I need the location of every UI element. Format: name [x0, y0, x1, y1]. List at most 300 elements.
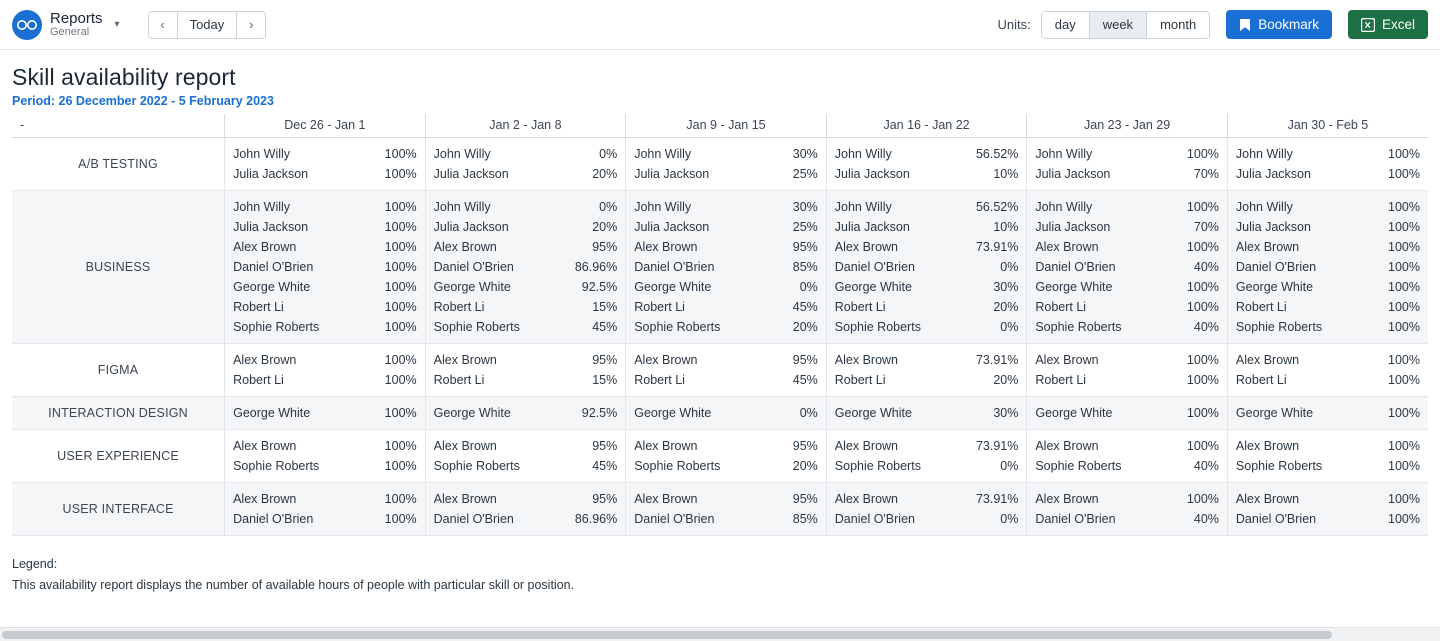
person-name: Julia Jackson — [233, 220, 309, 234]
person-availability-row — [1236, 197, 1420, 217]
person-name: Alex Brown — [834, 353, 899, 367]
person-availability-row — [634, 456, 818, 476]
availability-value: 100% — [384, 492, 417, 506]
person-name: Julia Jackson — [634, 167, 710, 181]
week-cell — [1027, 397, 1228, 430]
person-name: Alex Brown — [433, 240, 497, 254]
table-header — [12, 114, 1428, 138]
person-name: George White — [1235, 406, 1314, 420]
availability-value: 40% — [1193, 512, 1219, 526]
unit-day[interactable]: day — [1042, 12, 1089, 38]
person-availability-row — [434, 164, 618, 184]
person-availability-row — [1035, 350, 1219, 370]
person-name: George White — [233, 280, 311, 294]
person-availability-row — [835, 297, 1019, 317]
person-availability-row — [1236, 370, 1420, 390]
table-row — [12, 483, 1428, 536]
person-availability-row — [1236, 257, 1420, 277]
person-availability-row — [1035, 257, 1219, 277]
person-availability-row — [233, 277, 417, 297]
corner-header: - — [12, 114, 225, 138]
availability-value: 95% — [792, 240, 818, 254]
person-availability-row — [233, 164, 417, 184]
availability-value: 100% — [384, 459, 417, 473]
availability-value: 10% — [993, 167, 1019, 181]
person-availability-row — [233, 456, 417, 476]
person-availability-row — [835, 436, 1019, 456]
availability-value: 73.91% — [975, 492, 1019, 506]
person-availability-row — [835, 509, 1019, 529]
week-cell — [826, 138, 1027, 191]
person-availability-row — [1035, 164, 1219, 184]
availability-value: 100% — [1388, 300, 1420, 314]
person-availability-row — [233, 257, 417, 277]
person-availability-row — [1035, 509, 1219, 529]
availability-value: 56.52% — [975, 147, 1019, 161]
availability-value: 95% — [592, 353, 618, 367]
availability-value: 15% — [592, 373, 618, 387]
person-availability-row — [1035, 456, 1219, 476]
person-name: John Willy — [1035, 147, 1093, 161]
person-name: George White — [1035, 280, 1113, 294]
person-name: Alex Brown — [1235, 439, 1300, 453]
week-cell — [626, 430, 827, 483]
person-name: Robert Li — [233, 300, 284, 314]
week-cell — [1227, 344, 1428, 397]
legend-title: Legend: — [12, 557, 58, 571]
person-availability-row — [1236, 509, 1420, 529]
person-availability-row — [835, 164, 1019, 184]
week-cell — [1027, 191, 1228, 344]
person-availability-row — [835, 217, 1019, 237]
person-name: Alex Brown — [1235, 492, 1300, 506]
person-availability-row — [634, 509, 818, 529]
column-header-week-6: Jan 30 - Feb 5 — [1227, 114, 1428, 138]
person-availability-row — [233, 350, 417, 370]
person-name: John Willy — [1235, 200, 1293, 214]
week-cell — [425, 397, 626, 430]
person-availability-row — [1236, 237, 1420, 257]
week-cell — [225, 191, 426, 344]
report-header — [0, 50, 1440, 114]
person-name: Alex Brown — [834, 492, 899, 506]
week-cell — [1227, 138, 1428, 191]
person-availability-row — [835, 370, 1019, 390]
bookmark-icon — [1239, 18, 1251, 32]
availability-value: 95% — [592, 492, 618, 506]
person-name: Daniel O'Brien — [233, 512, 314, 526]
person-availability-row — [1236, 350, 1420, 370]
availability-value: 100% — [384, 512, 417, 526]
person-name: Sophie Roberts — [1035, 320, 1122, 334]
week-cell — [1027, 344, 1228, 397]
table-body — [12, 138, 1428, 536]
availability-value: 100% — [1388, 406, 1420, 420]
person-name: John Willy — [634, 200, 692, 214]
person-availability-row — [634, 164, 818, 184]
person-availability-row — [1236, 144, 1420, 164]
person-name: Alex Brown — [433, 439, 497, 453]
person-availability-row — [434, 403, 618, 423]
week-cell — [425, 344, 626, 397]
person-name: Julia Jackson — [1235, 167, 1311, 181]
availability-value: 45% — [792, 373, 818, 387]
person-availability-row — [1035, 489, 1219, 509]
column-header-week-2: Jan 2 - Jan 8 — [425, 114, 626, 138]
legend-text: This availability report displays the number of available hours of people with particular skill or position. — [12, 578, 575, 593]
person-name: Julia Jackson — [1035, 220, 1111, 234]
column-header-week-5: Jan 23 - Jan 29 — [1027, 114, 1228, 138]
person-name: John Willy — [634, 147, 692, 161]
availability-value: 100% — [1388, 353, 1420, 367]
unit-month[interactable]: month — [1146, 12, 1209, 38]
availability-value: 20% — [592, 167, 618, 181]
availability-value: 30% — [792, 200, 818, 214]
person-availability-row — [1035, 297, 1219, 317]
horizontal-scrollbar[interactable] — [0, 627, 1440, 641]
availability-value: 100% — [1388, 167, 1420, 181]
week-cell — [425, 138, 626, 191]
person-availability-row — [233, 489, 417, 509]
availability-value: 30% — [993, 406, 1019, 420]
person-name: Alex Brown — [634, 353, 698, 367]
person-availability-row — [434, 144, 618, 164]
availability-value: 100% — [1186, 406, 1219, 420]
person-name: Alex Brown — [1035, 240, 1099, 254]
availability-value: 100% — [1388, 220, 1420, 234]
person-name: Alex Brown — [834, 240, 899, 254]
availability-value: 56.52% — [975, 200, 1019, 214]
person-availability-row — [233, 403, 417, 423]
person-availability-row — [634, 489, 818, 509]
availability-value: 86.96% — [574, 512, 618, 526]
person-availability-row — [233, 237, 417, 257]
table-row — [12, 397, 1428, 430]
week-cell — [225, 397, 426, 430]
person-availability-row — [835, 257, 1019, 277]
person-availability-row — [434, 436, 618, 456]
person-name: Alex Brown — [1035, 439, 1099, 453]
availability-value: 0% — [599, 147, 618, 161]
excel-icon — [1361, 18, 1375, 32]
availability-value: 100% — [1186, 353, 1219, 367]
availability-value: 100% — [384, 240, 417, 254]
person-availability-row — [434, 350, 618, 370]
skill-label: A/B TESTING — [12, 138, 225, 191]
person-name: Robert Li — [1235, 300, 1287, 314]
availability-value: 100% — [1388, 492, 1420, 506]
person-name: Robert Li — [233, 373, 284, 387]
table-row — [12, 344, 1428, 397]
week-cell — [626, 344, 827, 397]
availability-value: 0% — [1000, 459, 1019, 473]
person-availability-row — [634, 403, 818, 423]
person-availability-row — [434, 317, 618, 337]
person-availability-row — [233, 297, 417, 317]
person-availability-row — [835, 456, 1019, 476]
availability-value: 100% — [1388, 280, 1420, 294]
person-availability-row — [1035, 436, 1219, 456]
availability-value: 100% — [1186, 300, 1219, 314]
availability-value: 100% — [384, 280, 417, 294]
availability-value: 85% — [792, 512, 818, 526]
availability-value: 100% — [1388, 459, 1420, 473]
today-button[interactable]: Today — [177, 12, 238, 38]
excel-export-button[interactable] — [1348, 10, 1428, 39]
person-name: Julia Jackson — [834, 167, 910, 181]
person-availability-row — [1035, 370, 1219, 390]
person-name: Alex Brown — [1035, 353, 1099, 367]
availability-value: 0% — [799, 280, 818, 294]
person-name: John Willy — [233, 200, 291, 214]
person-name: Sophie Roberts — [834, 459, 921, 473]
table-row — [12, 191, 1428, 344]
app-brand[interactable] — [12, 10, 130, 40]
skill-label: FIGMA — [12, 344, 225, 397]
availability-value: 45% — [592, 459, 618, 473]
week-cell — [1227, 483, 1428, 536]
person-availability-row — [434, 370, 618, 390]
person-availability-row — [233, 370, 417, 390]
person-availability-row — [1035, 217, 1219, 237]
person-name: Alex Brown — [233, 353, 297, 367]
person-name: Sophie Roberts — [1035, 459, 1122, 473]
person-name: Daniel O'Brien — [433, 260, 514, 274]
person-availability-row — [1035, 403, 1219, 423]
availability-value: 100% — [1388, 439, 1420, 453]
availability-value: 100% — [1186, 200, 1219, 214]
week-cell — [1227, 191, 1428, 344]
availability-value: 100% — [384, 200, 417, 214]
availability-value: 73.91% — [975, 240, 1019, 254]
week-cell — [225, 483, 426, 536]
availability-value: 30% — [993, 280, 1019, 294]
page-title: Skill availability report — [12, 64, 236, 90]
person-availability-row — [1236, 217, 1420, 237]
availability-value: 100% — [1186, 240, 1219, 254]
next-period-button[interactable]: › — [237, 12, 265, 38]
availability-value: 85% — [792, 260, 818, 274]
person-name: Sophie Roberts — [433, 459, 520, 473]
availability-value: 100% — [1388, 240, 1420, 254]
person-name: George White — [433, 280, 511, 294]
person-availability-row — [835, 237, 1019, 257]
date-nav-group — [148, 11, 267, 39]
person-name: John Willy — [433, 147, 491, 161]
person-name: Robert Li — [834, 373, 886, 387]
units-label: Units: — [997, 17, 1031, 32]
horizontal-scrollbar-thumb[interactable] — [2, 631, 1332, 639]
app-subtitle: General — [50, 25, 90, 38]
week-cell — [225, 138, 426, 191]
person-name: Sophie Roberts — [634, 459, 721, 473]
person-availability-row — [1035, 197, 1219, 217]
availability-value: 100% — [384, 320, 417, 334]
availability-value: 70% — [1193, 220, 1219, 234]
availability-value: 95% — [792, 439, 818, 453]
availability-value: 0% — [799, 406, 818, 420]
person-name: John Willy — [1235, 147, 1293, 161]
person-availability-row — [434, 257, 618, 277]
availability-value: 95% — [592, 240, 618, 254]
person-availability-row — [835, 144, 1019, 164]
availability-value: 45% — [592, 320, 618, 334]
availability-value: 100% — [384, 167, 417, 181]
person-name: Robert Li — [834, 300, 886, 314]
person-name: Robert Li — [1235, 373, 1287, 387]
person-availability-row — [835, 489, 1019, 509]
person-name: Daniel O'Brien — [1235, 512, 1317, 526]
availability-value: 100% — [1388, 373, 1420, 387]
week-cell — [1027, 430, 1228, 483]
person-name: George White — [634, 280, 712, 294]
prev-period-button[interactable]: ‹ — [149, 12, 177, 38]
person-name: Alex Brown — [1235, 240, 1300, 254]
person-availability-row — [434, 197, 618, 217]
person-name: Sophie Roberts — [834, 320, 921, 334]
person-availability-row — [835, 197, 1019, 217]
person-availability-row — [835, 277, 1019, 297]
person-availability-row — [835, 350, 1019, 370]
person-availability-row — [1236, 436, 1420, 456]
person-availability-row — [1236, 456, 1420, 476]
person-availability-row — [434, 237, 618, 257]
table-row — [12, 430, 1428, 483]
skill-label: USER INTERFACE — [12, 483, 225, 536]
availability-value: 92.5% — [581, 406, 618, 420]
person-name: Sophie Roberts — [1235, 320, 1323, 334]
person-availability-row — [1236, 489, 1420, 509]
availability-value: 100% — [384, 220, 417, 234]
person-availability-row — [634, 317, 818, 337]
person-availability-row — [835, 403, 1019, 423]
availability-value: 15% — [592, 300, 618, 314]
person-name: George White — [834, 406, 912, 420]
availability-value: 25% — [792, 167, 818, 181]
person-availability-row — [634, 350, 818, 370]
person-name: John Willy — [233, 147, 291, 161]
person-availability-row — [434, 509, 618, 529]
app-logo-icon — [12, 10, 42, 40]
person-availability-row — [434, 456, 618, 476]
table-row — [12, 138, 1428, 191]
week-cell — [826, 483, 1027, 536]
availability-value: 45% — [792, 300, 818, 314]
availability-value: 73.91% — [975, 353, 1019, 367]
availability-value: 70% — [1193, 167, 1219, 181]
person-name: Robert Li — [634, 373, 685, 387]
week-cell — [1027, 483, 1228, 536]
availability-value: 40% — [1193, 320, 1219, 334]
person-name: Daniel O'Brien — [634, 260, 715, 274]
person-availability-row — [634, 197, 818, 217]
availability-value: 0% — [1000, 320, 1019, 334]
person-name: Daniel O'Brien — [233, 260, 314, 274]
week-cell — [826, 430, 1027, 483]
person-name: Alex Brown — [1035, 492, 1099, 506]
availability-value: 100% — [1186, 280, 1219, 294]
availability-value: 100% — [1388, 147, 1420, 161]
skill-label: USER EXPERIENCE — [12, 430, 225, 483]
skill-label: INTERACTION DESIGN — [12, 397, 225, 430]
person-name: Sophie Roberts — [433, 320, 520, 334]
availability-value: 100% — [1186, 147, 1219, 161]
person-availability-row — [434, 489, 618, 509]
availability-value: 30% — [792, 147, 818, 161]
person-name: Alex Brown — [233, 439, 297, 453]
person-name: Julia Jackson — [433, 167, 509, 181]
person-name: Sophie Roberts — [233, 320, 320, 334]
person-name: Robert Li — [1035, 300, 1087, 314]
availability-value: 40% — [1193, 260, 1219, 274]
person-name: Robert Li — [433, 300, 485, 314]
week-cell — [225, 430, 426, 483]
person-name: John Willy — [834, 147, 892, 161]
week-cell — [1227, 430, 1428, 483]
unit-week[interactable]: week — [1089, 12, 1146, 38]
person-name: George White — [433, 406, 511, 420]
availability-value: 0% — [599, 200, 618, 214]
person-name: Julia Jackson — [1235, 220, 1311, 234]
bookmark-button-label: Bookmark — [1258, 17, 1319, 32]
person-availability-row — [434, 297, 618, 317]
availability-value: 100% — [1186, 492, 1219, 506]
person-availability-row — [1035, 277, 1219, 297]
availability-value: 10% — [993, 220, 1019, 234]
person-name: Daniel O'Brien — [834, 260, 915, 274]
availability-value: 0% — [1000, 260, 1019, 274]
availability-value: 86.96% — [574, 260, 618, 274]
chevron-down-icon[interactable]: ▾ — [114, 19, 120, 30]
person-availability-row — [1035, 237, 1219, 257]
person-name: Daniel O'Brien — [834, 512, 915, 526]
availability-value: 100% — [384, 353, 417, 367]
person-name: Julia Jackson — [433, 220, 509, 234]
person-name: Sophie Roberts — [233, 459, 320, 473]
week-cell — [826, 191, 1027, 344]
availability-value: 100% — [384, 300, 417, 314]
person-name: Sophie Roberts — [1235, 459, 1323, 473]
week-cell — [826, 344, 1027, 397]
week-cell — [626, 191, 827, 344]
person-name: Julia Jackson — [233, 167, 309, 181]
person-availability-row — [634, 436, 818, 456]
person-name: Julia Jackson — [634, 220, 710, 234]
excel-button-label: Excel — [1381, 17, 1415, 32]
person-name: Daniel O'Brien — [433, 512, 514, 526]
availability-value: 100% — [384, 406, 417, 420]
bookmark-button[interactable] — [1226, 10, 1332, 39]
availability-value: 100% — [384, 373, 417, 387]
person-availability-row — [1035, 144, 1219, 164]
person-availability-row — [233, 217, 417, 237]
week-cell — [626, 397, 827, 430]
person-name: Sophie Roberts — [634, 320, 721, 334]
person-name: Alex Brown — [433, 492, 497, 506]
week-cell — [225, 344, 426, 397]
person-availability-row — [634, 144, 818, 164]
availability-value: 100% — [384, 439, 417, 453]
availability-value: 95% — [792, 353, 818, 367]
person-availability-row — [1236, 317, 1420, 337]
legend — [0, 554, 1440, 597]
column-header-week-4: Jan 16 - Jan 22 — [826, 114, 1027, 138]
person-availability-row — [233, 144, 417, 164]
person-name: Daniel O'Brien — [1035, 260, 1116, 274]
availability-value: 95% — [792, 492, 818, 506]
skill-label: BUSINESS — [12, 191, 225, 344]
availability-value: 20% — [792, 459, 818, 473]
